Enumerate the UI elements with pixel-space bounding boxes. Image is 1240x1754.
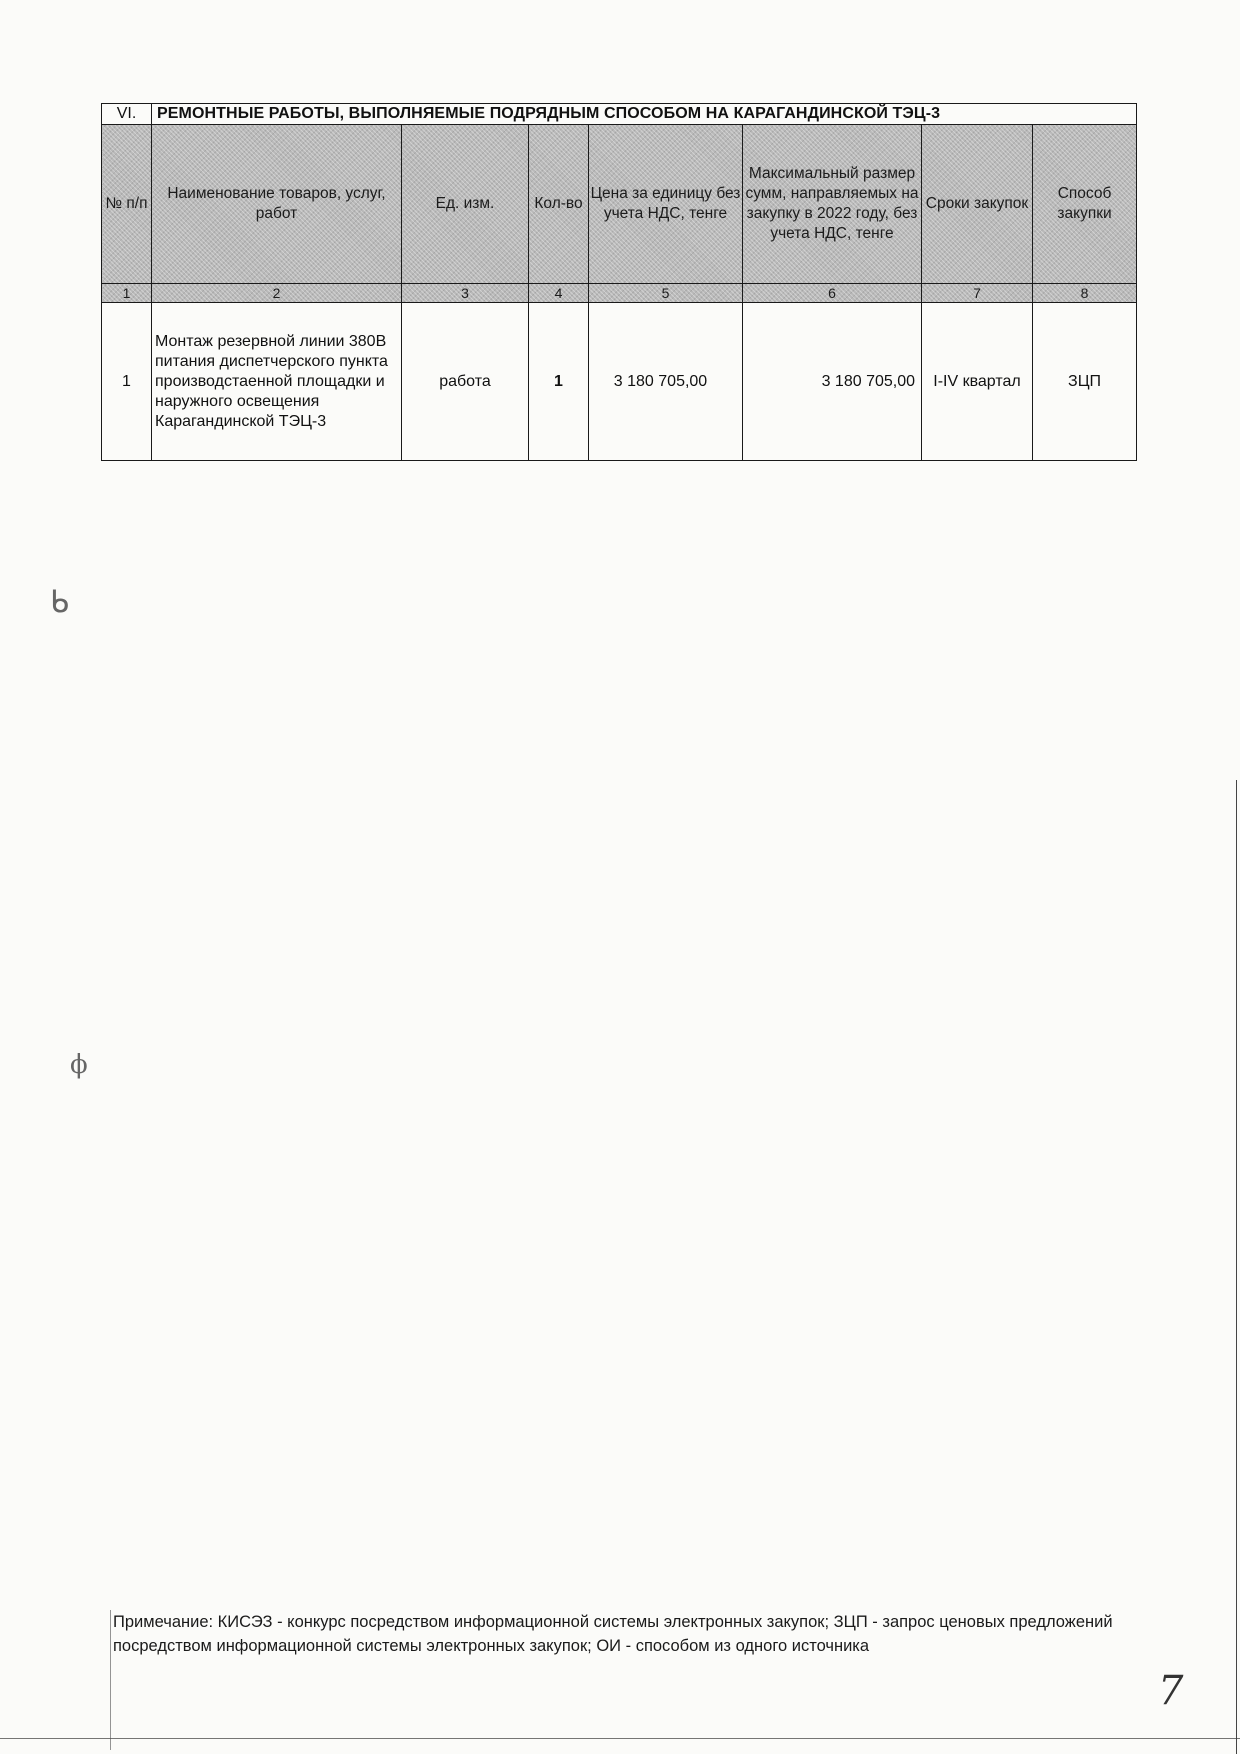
header-cell: Наименование товаров, услуг, работ: [152, 125, 402, 284]
row-number: 1: [102, 303, 152, 461]
section-title: РЕМОНТНЫЕ РАБОТЫ, ВЫПОЛНЯЕМЫЕ ПОДРЯДНЫМ СПОСОБОМ НА КАРАГАНДИНСКОЙ ТЭЦ-3: [152, 104, 1137, 125]
table-row: [102, 303, 1137, 461]
header-cell: № п/п: [102, 125, 152, 284]
header-cell: Максимальный размер сумм, направляемых на закупку в 2022 году, без учета НДС, тенге: [743, 125, 922, 284]
column-number: 4: [529, 284, 589, 303]
scan-edge-right: [1236, 780, 1237, 1754]
quantity: 1: [529, 303, 589, 461]
section-row: [102, 104, 1137, 125]
unit: работа: [402, 303, 529, 461]
scan-artifact: ϕ: [70, 1050, 88, 1080]
header-cell: Цена за единицу без учета НДС, тенге: [589, 125, 743, 284]
procurement-method: ЗЦП: [1033, 303, 1137, 461]
procurement-period: I-IV квартал: [922, 303, 1033, 461]
column-number: 6: [743, 284, 922, 303]
page-number: 7: [1158, 1668, 1184, 1714]
column-number: 7: [922, 284, 1033, 303]
scan-edge-left: [110, 1610, 111, 1750]
column-number-row: [102, 284, 1137, 303]
item-name: Монтаж резервной линии 380В питания диспетчерского пункта производстаенной площадки и наружного освещения Карагандинской ТЭЦ-3: [152, 303, 402, 461]
column-number: 2: [152, 284, 402, 303]
header-cell: Кол-во: [529, 125, 589, 284]
header-row: [102, 125, 1137, 284]
header-cell: Сроки закупок: [922, 125, 1033, 284]
scan-edge-bottom: [0, 1738, 1240, 1739]
unit-price: 3 180 705,00: [589, 303, 743, 461]
header-cell: Ед. изм.: [402, 125, 529, 284]
column-number: 5: [589, 284, 743, 303]
max-sum: 3 180 705,00: [743, 303, 922, 461]
column-number: 3: [402, 284, 529, 303]
section-number: VI.: [102, 104, 152, 125]
column-number: 1: [102, 284, 152, 303]
column-number: 8: [1033, 284, 1137, 303]
header-cell: Способ закупки: [1033, 125, 1137, 284]
procurement-table: [101, 103, 1137, 461]
footnote: Примечание: КИСЭЗ - конкурс посредством информационной системы электронных закупок; ЗЦП - запрос ценовых предложений посредством информационной системы электронных закупок; ОИ - способом из одного источника: [113, 1613, 1113, 1655]
scan-artifact: ᑲ: [50, 585, 69, 620]
